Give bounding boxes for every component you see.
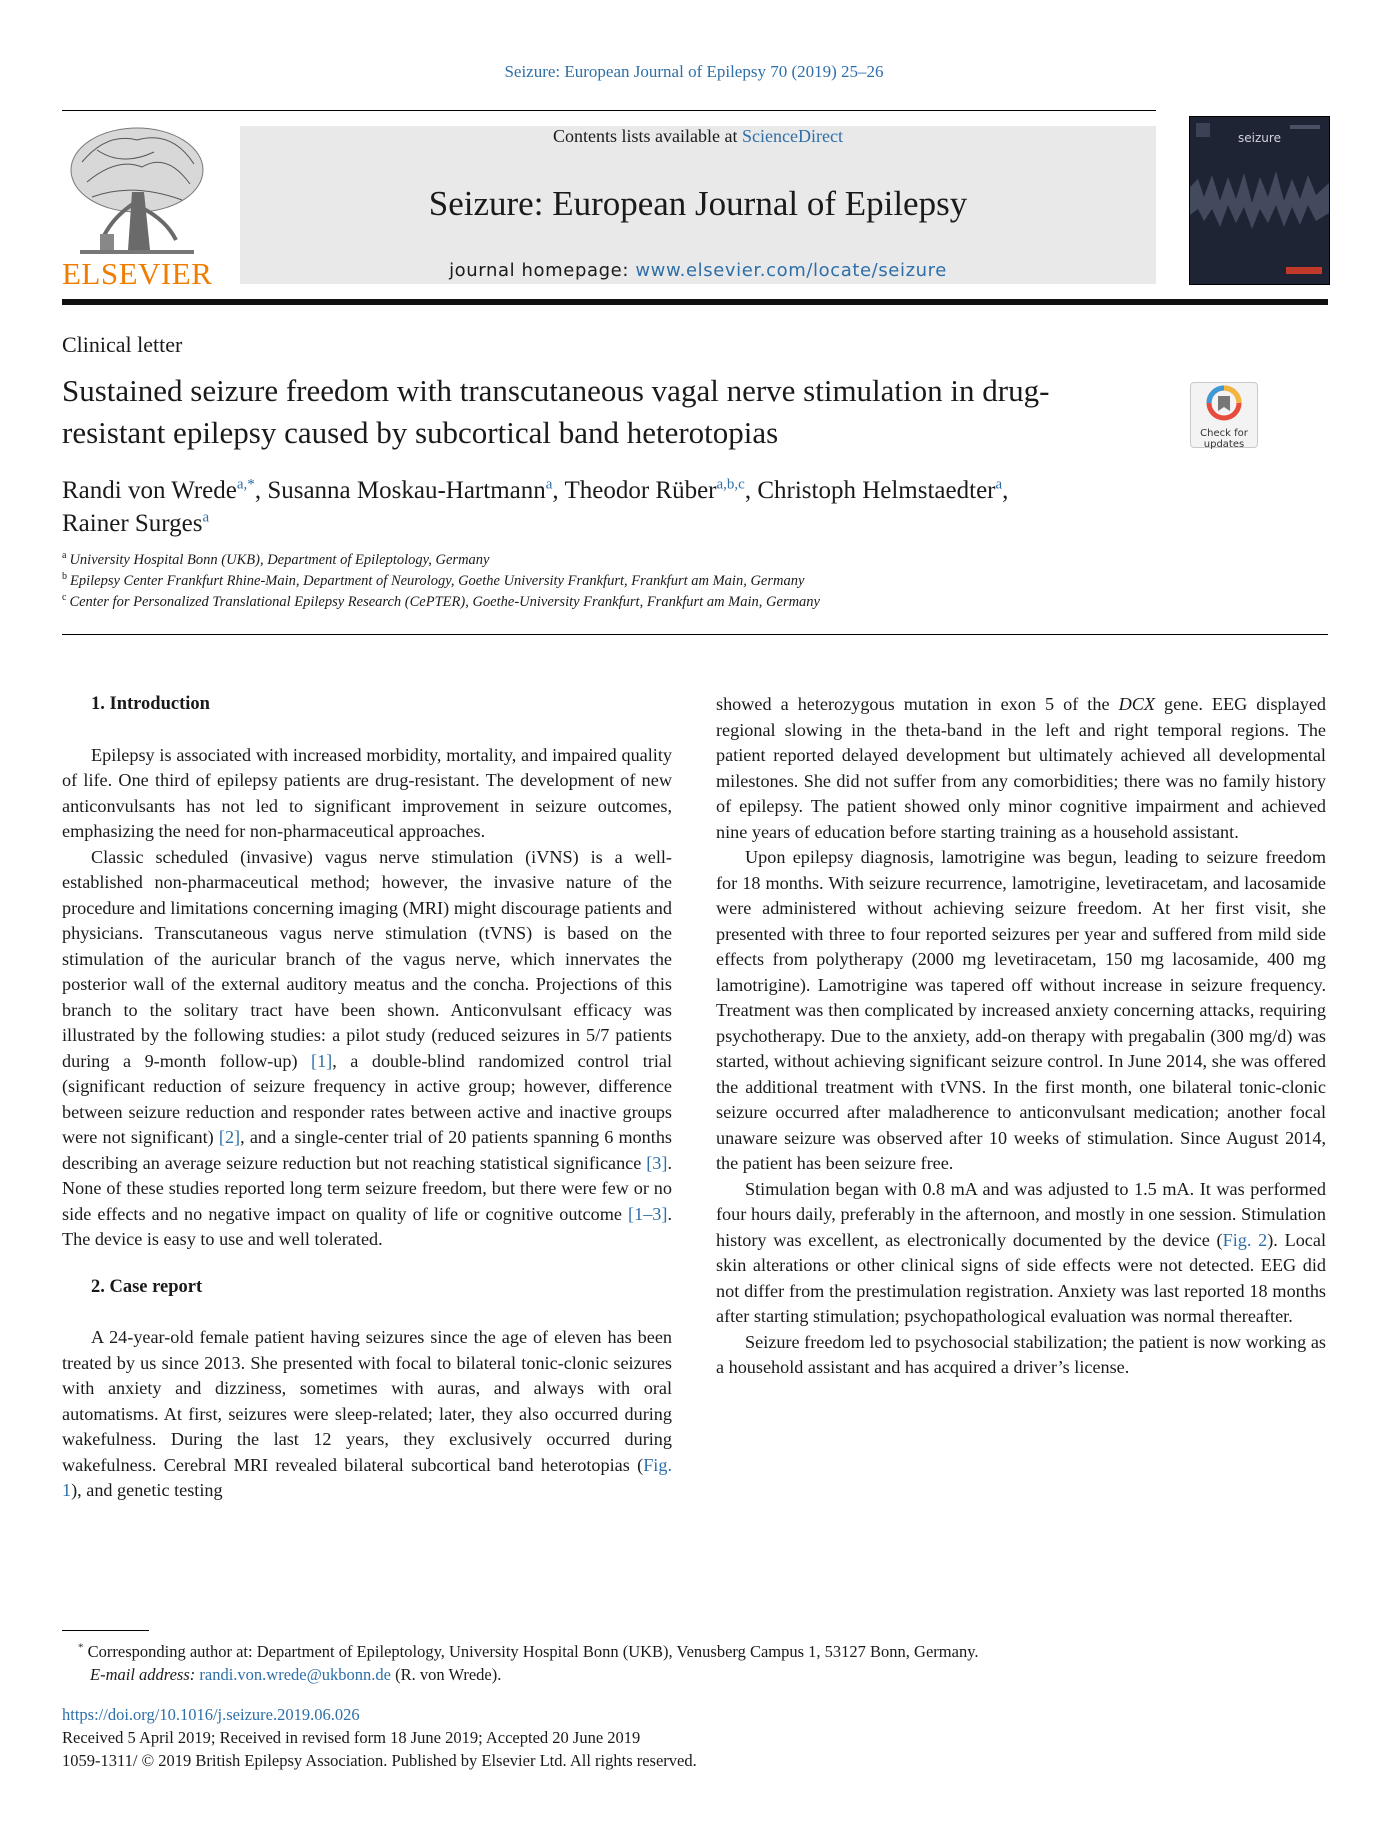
header-rule bbox=[62, 110, 1156, 111]
affiliation bbox=[62, 594, 820, 611]
gene-name: DCX bbox=[1118, 694, 1155, 714]
affiliation bbox=[62, 573, 804, 590]
paragraph: Epilepsy is associated with increased morbidity, mortality, and impaired quality of life. One third of epilepsy patients are drug-resistant. The development of new anticonvulsants has not led to significant improvement in seizure outcomes, emphasizing the need for non-pharmaceutical approaches. bbox=[62, 744, 672, 841]
reference-link[interactable]: [1] bbox=[311, 1050, 333, 1071]
check-updates-label: Check for updates bbox=[1200, 428, 1248, 450]
author-affiliation-mark[interactable]: a bbox=[545, 476, 553, 493]
paragraph: Seizure freedom led to psychosocial stabilization; the patient is now working as a household assistant and has acquired a driver’s license. bbox=[716, 1331, 1326, 1377]
article-type: Clinical letter bbox=[62, 332, 183, 357]
email-label: E-mail address: bbox=[90, 1665, 200, 1684]
author-name[interactable]: Theodor Rüber bbox=[564, 477, 717, 504]
sciencedirect-link[interactable]: ScienceDirect bbox=[742, 126, 843, 146]
journal-title: Seizure: European Journal of Epilepsy bbox=[428, 184, 968, 223]
figure-link[interactable]: Fig. 1 bbox=[62, 1454, 672, 1500]
journal-reference[interactable]: Seizure: European Journal of Epilepsy 70 (2019) 25–26 bbox=[504, 62, 884, 81]
section-heading-case-report: 2. Case report bbox=[91, 1276, 203, 1297]
paragraph bbox=[716, 1177, 1326, 1330]
contents-prefix: Contents lists available at bbox=[553, 126, 742, 146]
text-run: Classic scheduled (invasive) vagus nerve stimulation (iVNS) is a well-established non-pharmaceutical method; however, the invasive nature of the procedure and limitations concerning imaging (MRI) might discourage patients and physicians. Transcutaneous vagus nerve stimulation (tVNS) is based on the stimulation of the auricular branch of the vagus nerve, which innervates the posterior wall of the external auditory meatus and the concha. Projections of this branch to the solitary tract have been shown. Anticonvulsant efficacy was illustrated by the following studies: a pilot study (reduced seizures in 5/7 patients during a 9-month follow-up) bbox=[62, 846, 672, 1071]
footnote-rule bbox=[62, 1630, 149, 1631]
header-thick-rule bbox=[62, 299, 1328, 305]
text-run: ), and genetic testing bbox=[71, 1480, 223, 1500]
footnote-text: Corresponding author at: Department of Epileptology, University Hospital Bonn (UKB), Venusberg Campus 1, 53127 Bonn, Germany. bbox=[87, 1642, 979, 1661]
text-run: gene. EEG displayed regional slowing in the theta-band in the left and right temporal regions. The patient reported delayed development but ultimately achieved all developmental milestones. She did not suffer from any comorbidities; there was no family history of epilepsy. The patient showed only minor cognitive impairment and achieved nine years of education before starting training as a household assistant. bbox=[716, 694, 1327, 842]
text-run: , a double-blind randomized control trial (significant reduction of seizure frequency in active group; however, difference between seizure reduction and responder rates between active and inactive groups were not significant) bbox=[62, 1050, 672, 1147]
homepage-link[interactable]: www.elsevier.com/locate/seizure bbox=[635, 260, 947, 281]
journal-cover[interactable] bbox=[1189, 116, 1330, 285]
figure-link[interactable]: Fig. 2 bbox=[1222, 1229, 1268, 1250]
affiliation-key: a bbox=[62, 550, 67, 562]
reference-link[interactable]: [2] bbox=[218, 1127, 241, 1147]
text-run: showed a heterozygous mutation in exon 5 of the bbox=[716, 694, 1119, 714]
section-heading-introduction: 1. Introduction bbox=[91, 694, 210, 714]
affiliation-key: c bbox=[62, 592, 67, 604]
text-run: . None of these studies reported long term seizure freedom, but there were few or no side effects and no negative impact on quality of life or cognitive outcome bbox=[62, 1152, 672, 1224]
affiliation-text: University Hospital Bonn (UKB), Department of Epileptology, Germany bbox=[69, 552, 490, 568]
author-name[interactable]: Randi von Wrede bbox=[62, 477, 237, 504]
elsevier-wordmark: ELSEVIER bbox=[62, 256, 213, 291]
affiliation-text: Epilepsy Center Frankfurt Rhine-Main, Department of Neurology, Goethe University Frankfurt, Frankfurt am Main, Germany bbox=[70, 573, 805, 589]
contents-line bbox=[240, 126, 1156, 147]
cover-title: seizure bbox=[1238, 131, 1281, 145]
email-note bbox=[90, 1663, 501, 1686]
received-dates: Received 5 April 2019; Received in revised form 18 June 2019; Accepted 20 June 2019 bbox=[62, 1728, 641, 1747]
check-updates-icon bbox=[1191, 383, 1257, 423]
text-run: , and a single-center trial of 20 patients spanning 6 months describing an average seizure reduction but not reaching statistical significance bbox=[62, 1127, 673, 1173]
homepage-prefix: journal homepage: bbox=[449, 260, 636, 281]
author-name[interactable]: Rainer Surges bbox=[62, 510, 203, 537]
author-affiliation-mark[interactable]: a,b,c bbox=[716, 476, 745, 493]
text-run: A 24-year-old female patient having seizures since the age of eleven has been treated by us since 2013. She presented with focal to bilateral tonic-clonic seizures with anxiety and dizziness, sometimes with auras, and always with oral automatisms. At first, seizures were sleep-related; later, they also occurred during wakefulness. During the last 12 years, they exclusively occurred during wakefulness. Cerebral MRI revealed bilateral subcortical band heterotopias ( bbox=[62, 1327, 672, 1475]
author-affiliation-mark[interactable]: a bbox=[995, 476, 1003, 493]
left-column bbox=[62, 692, 672, 1504]
elsevier-logo bbox=[62, 122, 212, 292]
right-column bbox=[716, 692, 1326, 1381]
email-suffix: (R. von Wrede). bbox=[391, 1665, 502, 1684]
text-run: . The device is easy to use and well tolerated. bbox=[62, 1203, 672, 1249]
reference-link[interactable]: [1–3] bbox=[628, 1203, 668, 1224]
journal-banner bbox=[240, 126, 1156, 284]
check-for-updates-button[interactable] bbox=[1190, 382, 1258, 448]
author-name[interactable]: Christoph Helmstaedter bbox=[757, 477, 996, 504]
affiliation bbox=[62, 552, 490, 569]
paragraph bbox=[62, 1325, 672, 1504]
email-link[interactable]: randi.von.wrede@ukbonn.de bbox=[199, 1665, 391, 1684]
author-affiliation-mark[interactable]: a,* bbox=[236, 476, 255, 493]
paragraph: Upon epilepsy diagnosis, lamotrigine was begun, leading to seizure freedom for 18 months. With seizure recurrence, lamotrigine, levetiracetam, and lacosamide were administered without achieving seizure freedom. At her first visit, she presented with three to four reported seizures per year and suffered from mild side effects from polytherapy (2000 mg levetiracetam, 150 mg lacosamide, 400 mg lamotrigine). Lamotrigine was tapered off without increase in seizure frequency. Treatment was then complicated by increased anxiety concerning attacks, requiring psychotherapy. Due to the anxiety, add-on therapy with pregabalin (300 mg/d) was started, without achieving significant seizure control. In June 2014, she was offered the additional treatment with tVNS. In the first month, one bilateral tonic-clonic seizure occurred after maladherence to anticonvulsant medication; another focal unaware seizure was observed after 10 weeks of stimulation. Since August 2014, the patient has been seizure free. bbox=[716, 847, 1326, 1173]
tree-icon bbox=[62, 122, 212, 257]
paragraph bbox=[62, 845, 672, 1253]
title-block-rule bbox=[62, 634, 1328, 635]
article-title: Sustained seizure freedom with transcutaneous vagal nerve stimulation in drug-resistant epilepsy caused by subcortical band heterotopias bbox=[62, 373, 1050, 450]
affiliation-text: Center for Personalized Translational Epilepsy Research (CePTER), Goethe-University Frankfurt, Frankfurt am Main, Germany bbox=[69, 594, 820, 610]
author-name[interactable]: Susanna Moskau-Hartmann bbox=[267, 477, 546, 504]
reference-link[interactable]: [3] bbox=[646, 1152, 668, 1173]
text-run: Stimulation began with 0.8 mA and was adjusted to 1.5 mA. It was performed four hours daily, preferably in the afternoon, and mostly in one session. Stimulation history was excellent, as electronically documented by the device ( bbox=[716, 1178, 1326, 1250]
copyright-line: 1059-1311/ © 2019 British Epilepsy Association. Published by Elsevier Ltd. All rights reserved. bbox=[62, 1751, 697, 1770]
paragraph bbox=[716, 692, 1326, 845]
author-affiliation-mark[interactable]: a bbox=[202, 509, 210, 526]
author-list: Randi von Wrede$^{a,*}$, Susanna Moskau-Hartmann$^a$, Theodor Rüber$^{a,b,c}$, Christoph Helmstaedter$^a$, Rainer Surges$^a$ bbox=[62, 476, 1009, 537]
text-run: ). Local skin alterations or other clinical signs of side effects were not detected. EEG did not differ from the prestimulation registration. Anxiety was last reported 18 months after starting stimulation; psychopathological evaluation was normal thereafter. bbox=[716, 1229, 1326, 1326]
corresponding-author-note: * Corresponding author at: Department of Epileptology, University Hospital Bonn (UKB), Venusberg Campus 1, 53127 Bonn, Germany. bbox=[78, 1641, 979, 1661]
affiliation-key: b bbox=[62, 571, 67, 583]
doi-link[interactable]: https://doi.org/10.1016/j.seizure.2019.06.026 bbox=[62, 1705, 360, 1724]
homepage-line bbox=[240, 260, 1156, 281]
